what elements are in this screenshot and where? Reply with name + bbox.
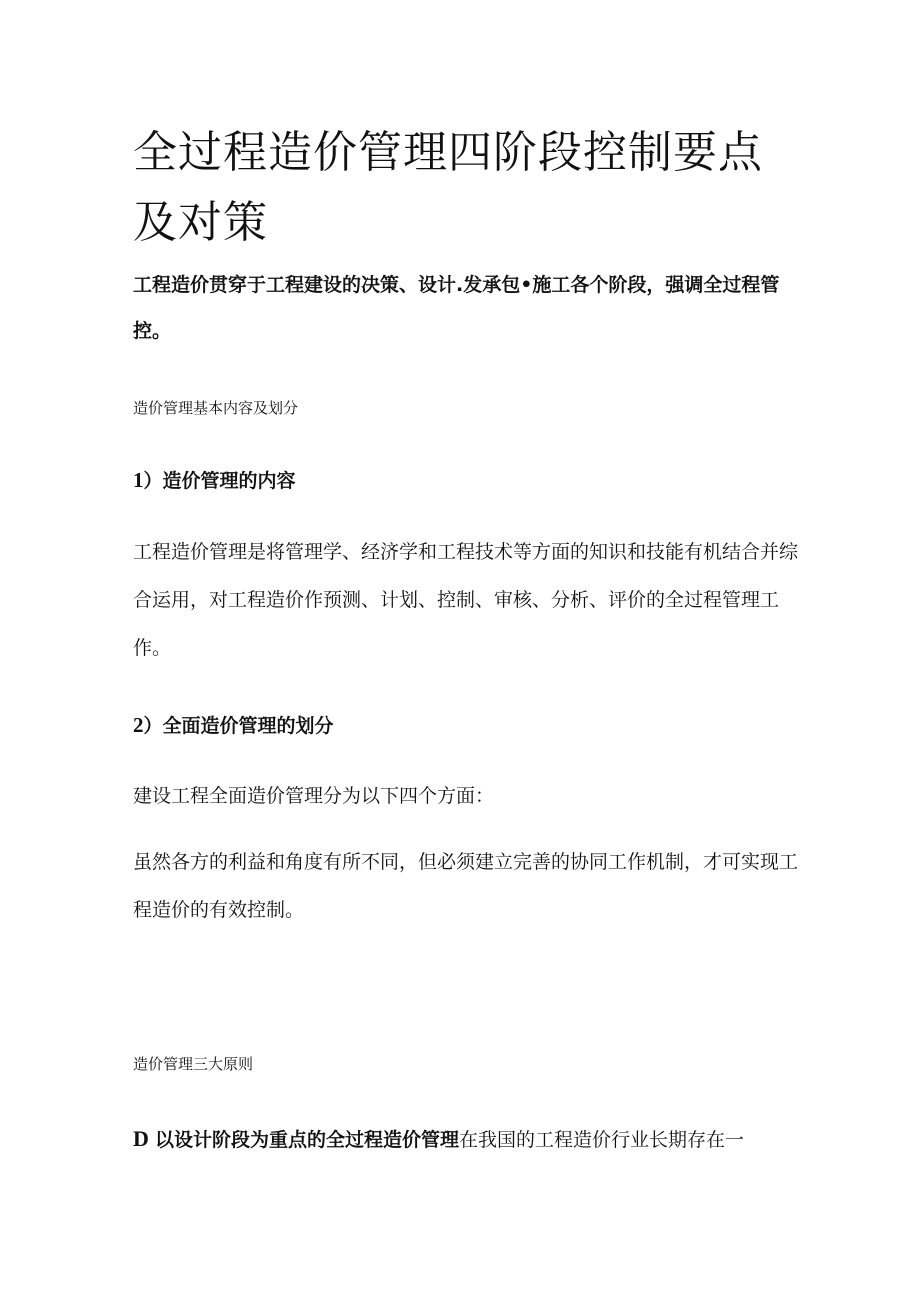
paragraph-cost-management-definition: 工程造价管理是将管理学、经济学和工程技术等方面的知识和技能有机结合并综合运用，对工程造价作预测、计划、控制、审核、分析、评价的全过程管理工作。 [133,541,799,659]
emphasis-text: 以设计阶段为重点的全过程造价管理 [154,1129,459,1151]
subheading-text: ）造价管理的内容 [143,470,296,492]
subheading-number: 1 [133,468,144,492]
subheading-text: ）全面造价管理的划分 [143,715,334,737]
paragraph-collaboration-mechanism: 虽然各方的利益和角度有所不同，但必须建立完善的协同工作机制，才可实现工程造价的有效控制。 [133,851,799,921]
subheading-number: 2 [133,713,144,737]
section-label-three-principles: 造价管理三大原则 [133,1055,254,1073]
subheading-cost-management-content [133,465,798,496]
paragraph-four-aspects: 建设工程全面造价管理分为以下四个方面： [133,785,495,807]
subheading-comprehensive-division [133,710,798,741]
section-label-basic-content: 造价管理基本内容及划分 [133,399,299,417]
document-title: 全过程造价管理四阶段控制要点及对策 [133,127,763,248]
list-marker: D [133,1126,149,1151]
body-text: 在我国的工程造价行业长期存在一 [458,1129,744,1151]
lead-paragraph: 工程造价贯穿于工程建设的决策、设计.发承包•施工各个阶段，强调全过程管控。 [133,274,780,342]
paragraph-design-stage-principle [133,1124,798,1155]
